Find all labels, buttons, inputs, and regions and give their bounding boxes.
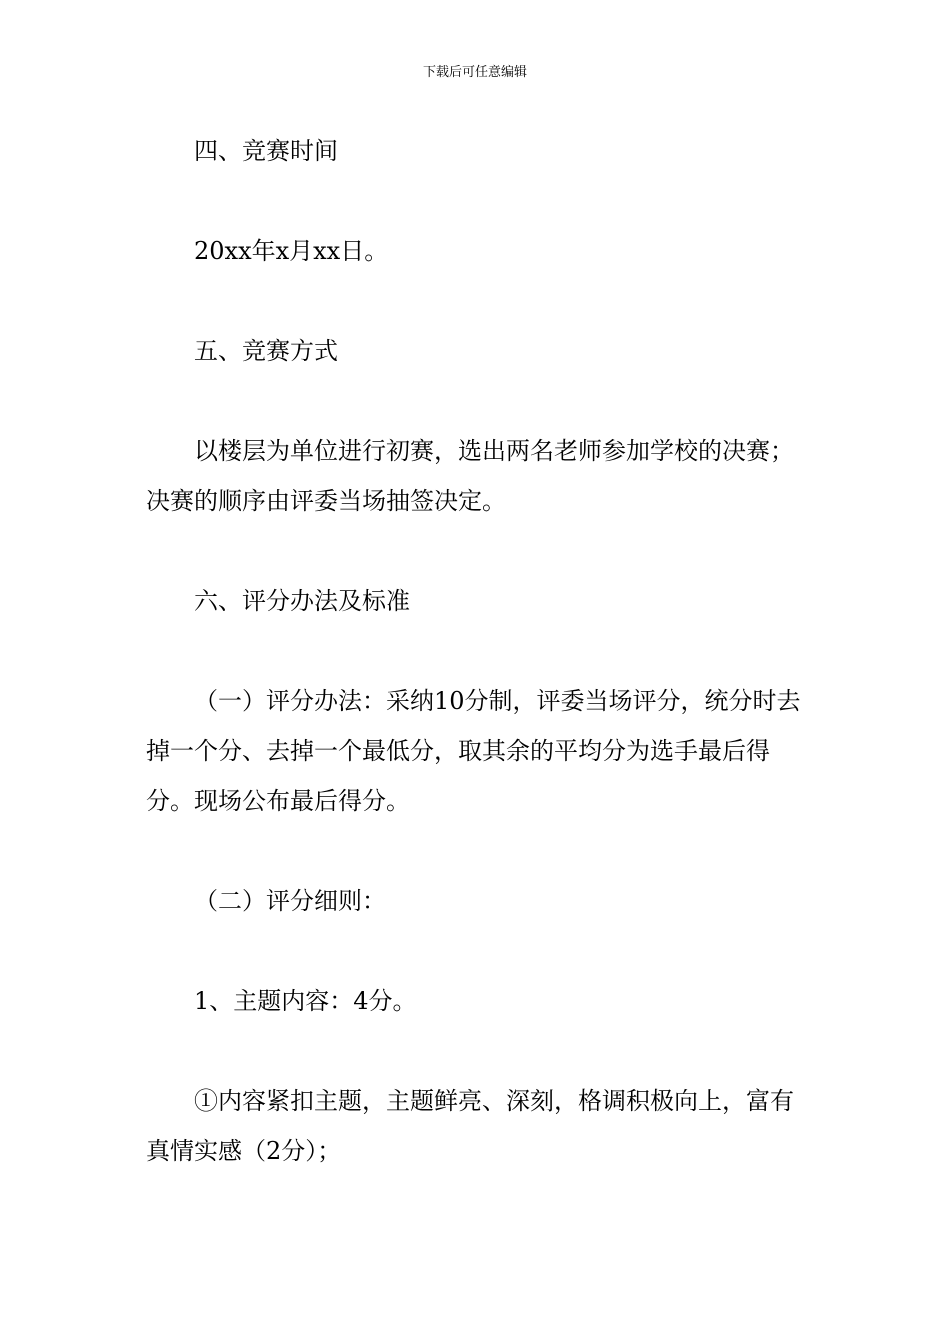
- scoring-rules-heading: （二）评分细则：: [194, 887, 386, 915]
- section-heading-method: 五、竞赛方式: [194, 337, 338, 365]
- section-heading-scoring: 六、评分办法及标准: [194, 587, 410, 615]
- theme-content-subitem: ①内容紧扣主题，主题鲜亮、深刻，格调积极向上，富有真情实感（2分）；: [146, 1087, 794, 1165]
- page-header-note: 下载后可任意编辑: [422, 65, 527, 80]
- paragraph-gap: [146, 926, 810, 976]
- paragraph-gap: [146, 376, 810, 426]
- paragraph-gap: [146, 826, 810, 876]
- paragraph-gap: [146, 1026, 810, 1076]
- method-paragraph: 以楼层为单位进行初赛，选出两名老师参加学校的决赛；决赛的顺序由评委当场抽签决定。: [146, 437, 794, 515]
- paragraph-gap: [146, 176, 810, 226]
- theme-content-item: 1、主题内容：4分。: [194, 987, 417, 1015]
- scoring-method-paragraph: （一）评分办法：采纳10分制，评委当场评分，统分时去掉一个分、去掉一个最低分，取其余的平均分为选手最后得分。现场公布最后得分。: [146, 687, 801, 815]
- competition-date: 20xx年x月xx日。: [194, 237, 389, 265]
- paragraph-gap: [146, 526, 810, 576]
- paragraph-gap: [146, 276, 810, 326]
- document-body: [146, 126, 810, 1176]
- section-heading-time: 四、竞赛时间: [194, 137, 338, 165]
- paragraph-gap: [146, 626, 810, 676]
